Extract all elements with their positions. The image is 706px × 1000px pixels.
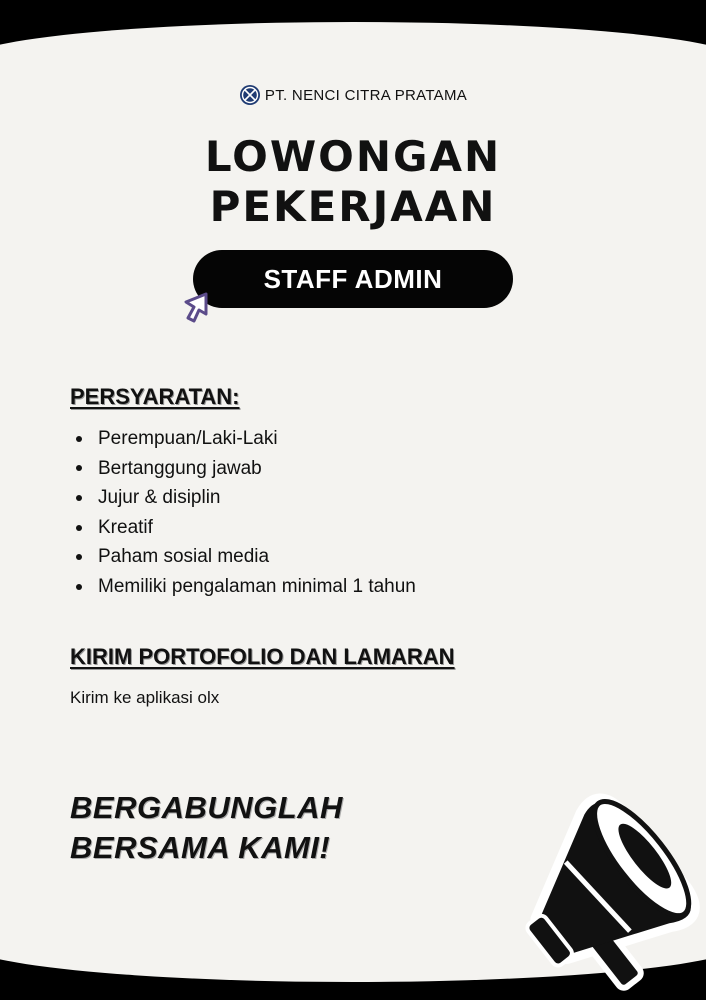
position-label: STAFF ADMIN	[263, 263, 443, 294]
circle-x-logo-icon	[239, 84, 261, 106]
cta-line-1: BERGABUNGLAH	[70, 790, 343, 825]
bullet-icon	[76, 495, 82, 501]
headline-line-1: LOWONGAN	[204, 132, 502, 181]
bullet-icon	[76, 525, 82, 531]
pointer-cursor-icon	[176, 284, 218, 326]
bullet-icon	[76, 465, 82, 471]
position-badge	[193, 250, 513, 308]
requirement-text: Kreatif	[98, 516, 153, 538]
list-item	[70, 542, 416, 572]
requirement-text: Bertanggung jawab	[98, 457, 262, 479]
requirement-text: Jujur & disiplin	[98, 487, 221, 509]
call-to-action	[70, 788, 343, 868]
megaphone-icon	[500, 776, 706, 1000]
page-title	[0, 132, 706, 232]
requirement-text: Memiliki pengalaman minimal 1 tahun	[98, 575, 416, 597]
requirements-list	[70, 424, 416, 602]
requirement-text: Perempuan/Laki-Laki	[98, 428, 278, 449]
list-item	[70, 454, 416, 484]
company-name: PT. NENCI CITRA PRATAMA	[264, 86, 468, 104]
list-item	[70, 513, 416, 543]
list-item	[70, 424, 416, 454]
requirement-text: Paham sosial media	[98, 546, 270, 568]
requirements-title: PERSYARATAN:	[70, 384, 240, 409]
list-item	[70, 572, 416, 602]
bullet-icon	[76, 436, 82, 442]
cta-line-2: BERSAMA KAMI!	[70, 830, 331, 865]
company-header	[0, 84, 706, 106]
headline-line-2: PEKERJAAN	[209, 182, 497, 231]
bullet-icon	[76, 584, 82, 590]
send-instructions: Kirim ke aplikasi olx	[70, 688, 220, 707]
bullet-icon	[76, 554, 82, 560]
list-item	[70, 483, 416, 513]
send-section-title: KIRIM PORTOFOLIO DAN LAMARAN	[70, 644, 455, 669]
